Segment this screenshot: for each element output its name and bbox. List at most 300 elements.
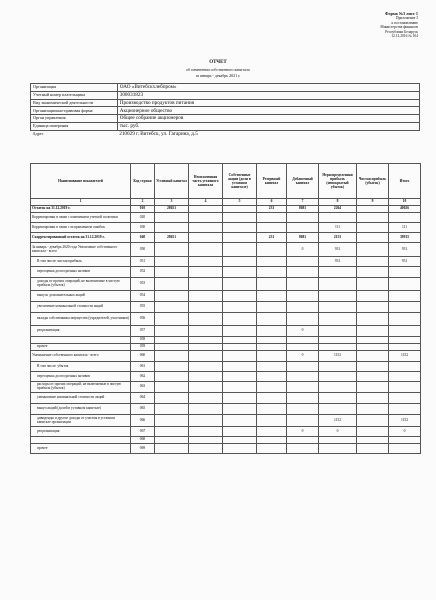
- table-row: [31, 257, 421, 267]
- column-index-row: [31, 199, 421, 206]
- cell-value: [155, 213, 189, 223]
- info-label: Организация: [31, 84, 118, 92]
- cell-value: [223, 233, 257, 243]
- cell-value: [189, 362, 223, 372]
- cell-value: [189, 206, 223, 213]
- column-index: 1: [31, 199, 131, 206]
- table-row: [31, 344, 421, 351]
- cell-value: [287, 444, 319, 454]
- cell-value: [389, 291, 421, 302]
- cell-value: 0: [287, 243, 319, 257]
- table-row: [31, 313, 421, 326]
- cell-value: [287, 437, 319, 444]
- row-code: 069: [131, 444, 155, 454]
- cell-value: 931: [389, 243, 421, 257]
- row-label: В том числе: убыток: [31, 362, 131, 372]
- cell-value: [389, 393, 421, 404]
- cell-value: [319, 382, 357, 393]
- cell-value: [357, 243, 389, 257]
- cell-value: [257, 326, 287, 337]
- cell-value: [257, 382, 287, 393]
- row-label: Скорректированный остаток на 31.12.2019 г.: [31, 233, 131, 243]
- cell-value: [223, 302, 257, 313]
- cell-value: [319, 344, 357, 351]
- cell-value: [287, 267, 319, 278]
- cell-value: [357, 302, 389, 313]
- row-code: 061: [131, 362, 155, 372]
- column-header: Итого: [389, 164, 421, 199]
- cell-value: [287, 278, 319, 291]
- row-label: увеличение номинальной стоимости акций: [31, 302, 131, 313]
- form-header-line: Министерства финансов: [380, 25, 418, 30]
- row-label: расходы от прочих операций, не включаемые в чистую прибыль (убыток): [31, 382, 131, 393]
- cell-value: [189, 415, 223, 427]
- cell-value: [155, 326, 189, 337]
- cell-value: [189, 223, 223, 233]
- cell-value: [357, 344, 389, 351]
- cell-value: [389, 404, 421, 415]
- cell-value: [357, 326, 389, 337]
- info-row: [31, 115, 420, 123]
- info-value: Производство продуктов питания: [117, 99, 419, 107]
- cell-value: 40026: [389, 206, 421, 213]
- row-label: [31, 337, 131, 344]
- cell-value: [257, 267, 287, 278]
- info-row: [31, 84, 420, 92]
- table-row: [31, 437, 421, 444]
- cell-value: [189, 313, 223, 326]
- row-code: 060: [131, 351, 155, 362]
- cell-value: 2153: [319, 233, 357, 243]
- row-code: 059: [131, 344, 155, 351]
- cell-value: [257, 415, 287, 427]
- cell-value: [223, 382, 257, 393]
- table-row: [31, 404, 421, 415]
- cell-value: [287, 415, 319, 427]
- cell-value: [257, 291, 287, 302]
- cell-value: [389, 362, 421, 372]
- cell-value: [319, 444, 357, 454]
- cell-value: [223, 267, 257, 278]
- table-row: [31, 337, 421, 344]
- cell-value: [287, 404, 319, 415]
- table-row: [31, 223, 421, 233]
- row-code: 063: [131, 382, 155, 393]
- row-code: 065: [131, 404, 155, 415]
- cell-value: [287, 213, 319, 223]
- cell-value: [357, 313, 389, 326]
- cell-value: [389, 444, 421, 454]
- form-header-line: 12.12.2016 № 104: [391, 34, 418, 39]
- cell-value: [155, 362, 189, 372]
- info-row: [31, 130, 420, 137]
- cell-value: [223, 415, 257, 427]
- cell-value: [287, 337, 319, 344]
- row-label: вклады собственника имущества (учредителей, участников): [31, 313, 131, 326]
- cell-value: 1152: [319, 351, 357, 362]
- row-label: уменьшение номинальной стоимости акций: [31, 393, 131, 404]
- cell-value: [357, 257, 389, 267]
- cell-value: [223, 313, 257, 326]
- row-label: реорганизация: [31, 427, 131, 437]
- cell-value: [319, 267, 357, 278]
- cell-value: [287, 344, 319, 351]
- row-code: 053: [131, 278, 155, 291]
- cell-value: [155, 344, 189, 351]
- cell-value: [257, 302, 287, 313]
- cell-value: [287, 223, 319, 233]
- cell-value: [223, 372, 257, 382]
- cell-value: [287, 362, 319, 372]
- cell-value: [189, 404, 223, 415]
- cell-value: [223, 278, 257, 291]
- cell-value: [223, 257, 257, 267]
- cell-value: [257, 427, 287, 437]
- info-label: Орган управления: [31, 115, 118, 123]
- cell-value: 931: [319, 257, 357, 267]
- cell-value: [189, 291, 223, 302]
- table-row: [31, 415, 421, 427]
- form-header-line: Приложение 3: [396, 16, 418, 21]
- table-row: [31, 382, 421, 393]
- column-index: 5: [223, 199, 257, 206]
- cell-value: 231: [257, 233, 287, 243]
- cell-value: 1152: [319, 415, 357, 427]
- cell-value: [223, 404, 257, 415]
- cell-value: [287, 302, 319, 313]
- row-code: 066: [131, 415, 155, 427]
- cell-value: [357, 291, 389, 302]
- cell-value: [389, 382, 421, 393]
- table-row: [31, 243, 421, 257]
- table-row: [31, 362, 421, 372]
- cell-value: [357, 206, 389, 213]
- info-value: ОАО «Витебскхлебпром»: [117, 84, 419, 92]
- cell-value: [389, 326, 421, 337]
- table-row: [31, 206, 421, 213]
- cell-value: [357, 372, 389, 382]
- cell-value: [223, 291, 257, 302]
- table-row: [31, 427, 421, 437]
- cell-value: [257, 278, 287, 291]
- table-row: [31, 267, 421, 278]
- cell-value: [189, 326, 223, 337]
- row-label: [31, 437, 131, 444]
- row-label: выпуск дополнительных акций: [31, 291, 131, 302]
- cell-value: [223, 326, 257, 337]
- cell-value: [155, 372, 189, 382]
- cell-value: [189, 278, 223, 291]
- column-index: 4: [189, 199, 223, 206]
- form-number: Форма №3 лист 1: [384, 11, 418, 16]
- cell-value: [319, 393, 357, 404]
- row-label: прочее: [31, 344, 131, 351]
- cell-value: [155, 302, 189, 313]
- row-label: прочее: [31, 444, 131, 454]
- cell-value: [389, 337, 421, 344]
- row-code: 062: [131, 372, 155, 382]
- cell-value: 0: [287, 351, 319, 362]
- cell-value: [357, 415, 389, 427]
- table-row: [31, 291, 421, 302]
- cell-value: [189, 233, 223, 243]
- cell-value: [155, 404, 189, 415]
- info-label: Вид экономической деятельности: [31, 99, 118, 107]
- cell-value: [319, 313, 357, 326]
- table-row: [31, 351, 421, 362]
- cell-value: [155, 278, 189, 291]
- table-row: [31, 233, 421, 243]
- row-code: 030: [131, 223, 155, 233]
- row-code: 056: [131, 313, 155, 326]
- column-header: Собственные акции (доли в уставном капитале): [223, 164, 257, 199]
- table-row: [31, 444, 421, 454]
- cell-value: [357, 278, 389, 291]
- cell-value: 1152: [389, 415, 421, 427]
- cell-value: [357, 362, 389, 372]
- cell-value: [189, 243, 223, 257]
- cell-value: [257, 344, 287, 351]
- column-index: 10: [389, 199, 421, 206]
- info-label: Организационно-правовая форма: [31, 107, 118, 115]
- cell-value: [319, 302, 357, 313]
- cell-value: [357, 351, 389, 362]
- cell-value: 39915: [389, 233, 421, 243]
- cell-value: [189, 213, 223, 223]
- form-header: [380, 12, 418, 38]
- row-label: переоценка долгосрочных активов: [31, 372, 131, 382]
- cell-value: [287, 393, 319, 404]
- table-row: [31, 372, 421, 382]
- cell-value: [319, 437, 357, 444]
- cell-value: [257, 213, 287, 223]
- info-label: Адрес: [31, 130, 118, 137]
- cell-value: [389, 437, 421, 444]
- cell-value: [287, 291, 319, 302]
- info-value: Акционерное общество: [117, 107, 419, 115]
- row-code: 058: [131, 337, 155, 344]
- cell-value: [287, 382, 319, 393]
- cell-value: [319, 326, 357, 337]
- report-period: за январь - декабрь 2021 г.: [195, 73, 241, 78]
- cell-value: [357, 382, 389, 393]
- cell-value: [257, 257, 287, 267]
- row-code: 067: [131, 427, 155, 437]
- row-code: 068: [131, 437, 155, 444]
- cell-value: [319, 404, 357, 415]
- cell-value: 0: [287, 326, 319, 337]
- organization-info-table: [30, 83, 420, 138]
- cell-value: [155, 415, 189, 427]
- cell-value: [357, 233, 389, 243]
- report-subtitle: об изменении собственного капитала: [186, 67, 250, 72]
- cell-value: [257, 337, 287, 344]
- row-label: Остаток на 31.12.2019 г.: [31, 206, 131, 213]
- cell-value: [319, 291, 357, 302]
- cell-value: [155, 437, 189, 444]
- cell-value: [389, 372, 421, 382]
- cell-value: 931: [389, 257, 421, 267]
- cell-value: [389, 267, 421, 278]
- cell-value: [155, 313, 189, 326]
- info-row: [31, 99, 420, 107]
- report-title: ОТЧЕТ: [209, 60, 227, 65]
- cell-value: [155, 351, 189, 362]
- table-row: [31, 302, 421, 313]
- cell-value: [257, 404, 287, 415]
- cell-value: [357, 444, 389, 454]
- cell-value: [155, 267, 189, 278]
- cell-value: [257, 243, 287, 257]
- info-value: 300031823: [117, 91, 419, 99]
- form-header-line: к постановлению: [391, 20, 418, 25]
- cell-value: [223, 393, 257, 404]
- cell-value: [189, 393, 223, 404]
- row-code: 052: [131, 267, 155, 278]
- column-header: Резервный капитал: [257, 164, 287, 199]
- row-label: В том числе: чистая прибыль: [31, 257, 131, 267]
- cell-value: [319, 278, 357, 291]
- column-header: Код строки: [131, 164, 155, 199]
- cell-value: [257, 393, 287, 404]
- cell-value: [287, 372, 319, 382]
- cell-value: [389, 302, 421, 313]
- table-row: [31, 393, 421, 404]
- cell-value: [189, 437, 223, 444]
- table-row: [31, 278, 421, 291]
- cell-value: [223, 351, 257, 362]
- row-code: 057: [131, 326, 155, 337]
- cell-value: [257, 437, 287, 444]
- column-index: 3: [155, 199, 189, 206]
- row-label: переоценка долгосрочных активов: [31, 267, 131, 278]
- cell-value: 111: [389, 223, 421, 233]
- cell-value: 0: [287, 427, 319, 437]
- column-header: Чистая прибыль (убыток): [357, 164, 389, 199]
- cell-value: [223, 206, 257, 213]
- cell-value: [389, 344, 421, 351]
- cell-value: [257, 444, 287, 454]
- cell-value: [223, 213, 257, 223]
- cell-value: [223, 337, 257, 344]
- cell-value: [357, 393, 389, 404]
- cell-value: [357, 427, 389, 437]
- cell-value: [189, 257, 223, 267]
- info-value: Общее собрание акционеров: [117, 115, 419, 123]
- cell-value: 111: [319, 223, 357, 233]
- cell-value: [155, 223, 189, 233]
- info-label: Единица измерения: [31, 122, 118, 130]
- info-row: [31, 91, 420, 99]
- row-label: За январь - декабрь 2020 года Увеличение собственного капитала - всего: [31, 243, 131, 257]
- cell-value: 28651: [155, 206, 189, 213]
- table-row: [31, 213, 421, 223]
- row-code: 064: [131, 393, 155, 404]
- info-value: 210029 г. Витебск, ул. Гагарина, д.5: [117, 130, 419, 137]
- cell-value: [223, 427, 257, 437]
- cell-value: [357, 404, 389, 415]
- cell-value: 931: [319, 243, 357, 257]
- row-code: 050: [131, 243, 155, 257]
- row-label: Корректировки в связи с изменением учетной политики: [31, 213, 131, 223]
- cell-value: [189, 351, 223, 362]
- cell-value: [257, 223, 287, 233]
- column-index: 8: [319, 199, 357, 206]
- cell-value: [357, 337, 389, 344]
- cell-value: [189, 302, 223, 313]
- cell-value: [357, 267, 389, 278]
- cell-value: [189, 337, 223, 344]
- cell-value: 2264: [319, 206, 357, 213]
- cell-value: [357, 213, 389, 223]
- cell-value: [189, 344, 223, 351]
- info-label: Учетный номер плательщика: [31, 91, 118, 99]
- cell-value: 231: [257, 206, 287, 213]
- equity-changes-table: [30, 163, 421, 454]
- column-header: Наименование показателей: [31, 164, 131, 199]
- cell-value: 1152: [389, 351, 421, 362]
- cell-value: [155, 382, 189, 393]
- cell-value: [155, 337, 189, 344]
- column-header: Неоплаченная часть уставного капитала: [189, 164, 223, 199]
- cell-value: [223, 362, 257, 372]
- cell-value: [287, 257, 319, 267]
- cell-value: [357, 223, 389, 233]
- cell-value: [287, 313, 319, 326]
- cell-value: [223, 437, 257, 444]
- cell-value: [257, 372, 287, 382]
- column-index: 6: [257, 199, 287, 206]
- cell-value: [257, 362, 287, 372]
- cell-value: [223, 444, 257, 454]
- cell-value: [319, 213, 357, 223]
- row-code: 055: [131, 302, 155, 313]
- cell-value: 0: [389, 427, 421, 437]
- cell-value: [155, 243, 189, 257]
- cell-value: [155, 393, 189, 404]
- row-label: реорганизация: [31, 326, 131, 337]
- table-row: [31, 326, 421, 337]
- cell-value: [189, 267, 223, 278]
- column-header: Нераспределенная прибыль (непокрытый убыток): [319, 164, 357, 199]
- cell-value: [155, 444, 189, 454]
- cell-value: [257, 313, 287, 326]
- column-index: 2: [131, 199, 155, 206]
- cell-value: [389, 313, 421, 326]
- column-index: 9: [357, 199, 389, 206]
- cell-value: 0: [319, 427, 357, 437]
- form-header-line: Республики Беларусь: [385, 29, 418, 34]
- row-label: Корректировки в связи с исправлением ошибок: [31, 223, 131, 233]
- column-header: Добавочный капитал: [287, 164, 319, 199]
- row-code: 051: [131, 257, 155, 267]
- cell-value: [155, 257, 189, 267]
- cell-value: [155, 427, 189, 437]
- info-value: тыс. руб.: [117, 122, 419, 130]
- row-label: Уменьшение собственного капитала - всего: [31, 351, 131, 362]
- row-code: 020: [131, 213, 155, 223]
- cell-value: [223, 344, 257, 351]
- row-label: дивиденды и другие доходы от участия в уставном капитале организации: [31, 415, 131, 427]
- cell-value: [389, 213, 421, 223]
- cell-value: [223, 243, 257, 257]
- column-index: 7: [287, 199, 319, 206]
- row-code: 040: [131, 233, 155, 243]
- cell-value: [189, 372, 223, 382]
- info-row: [31, 122, 420, 130]
- cell-value: [319, 372, 357, 382]
- table-header-row: [31, 164, 421, 199]
